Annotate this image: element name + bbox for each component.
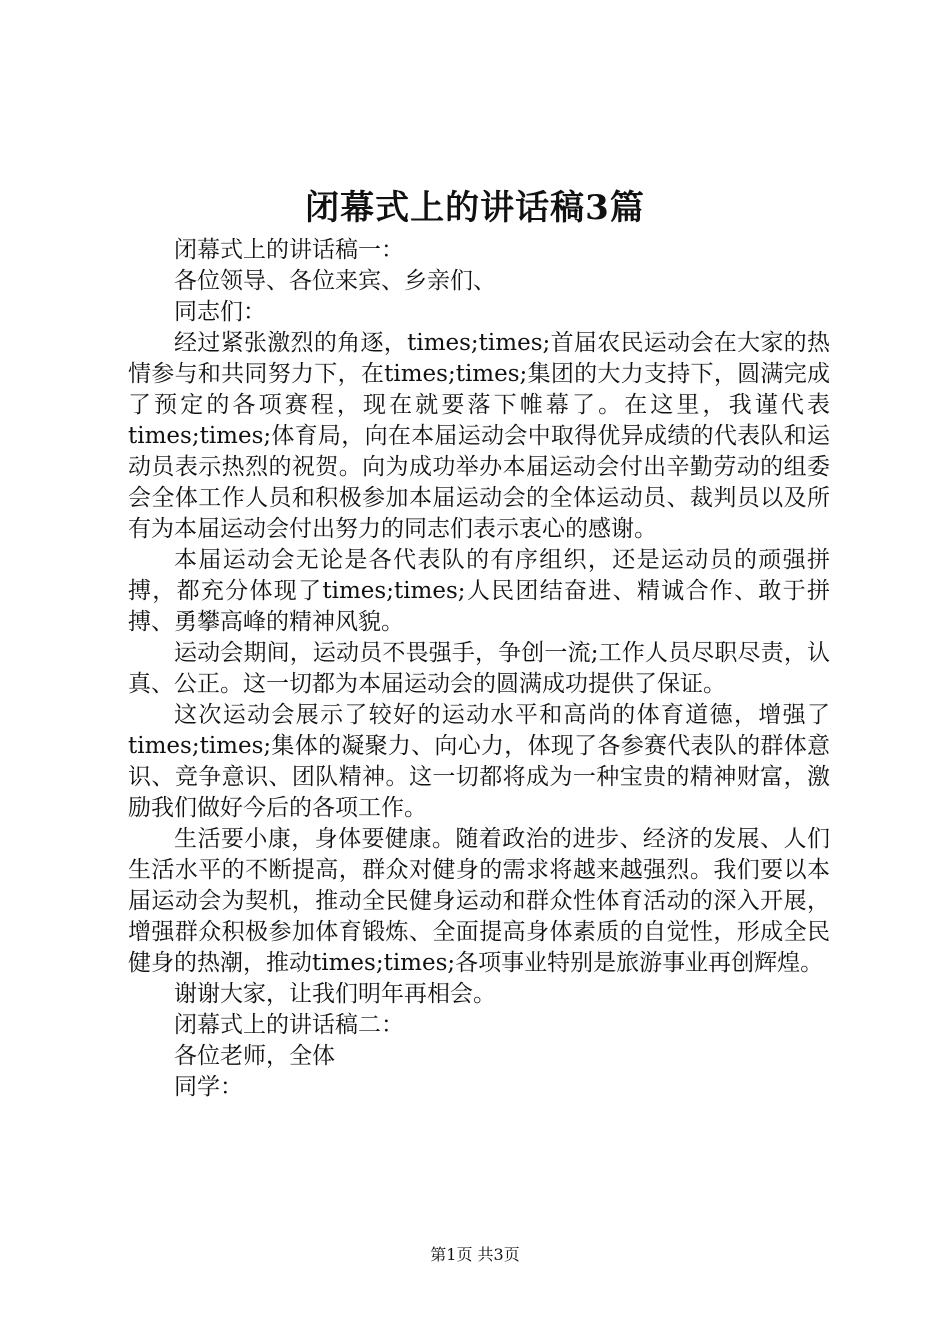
paragraph: 闭幕式上的讲话稿一： xyxy=(174,237,404,263)
page-footer: 第1页 共3页 xyxy=(430,1245,520,1264)
paragraph: 同学： xyxy=(174,1074,243,1100)
paragraph: 运动会期间，运动员不畏强手，争创一流;工作人员尽职尽责，认真、公正。这一切都为本届运动会的圆满成功提供了保证。 xyxy=(128,640,830,697)
paragraph: 同志们： xyxy=(174,299,266,325)
paragraph: 生活要小康，身体要健康。随着政治的进步、经济的发展、人们生活水平的不断提高，群众对健身的需求将越来越强烈。我们要以本届运动会为契机，推动全民健身运动和群众性体育活动的深入开展，增强群众积极参加体育锻炼、全面提高身体素质的自觉性，形成全民健身的热潮，推动times;times;各项事业特别是旅游事业再创辉煌。 xyxy=(128,826,830,976)
document-body xyxy=(128,235,830,1103)
paragraph: 这次运动会展示了较好的运动水平和高尚的体育道德，增强了times;times;集体的凝聚力、向心力，体现了各参赛代表队的群体意识、竞争意识、团队精神。这一切都将成为一种宝贵的精神财富，激励我们做好今后的各项工作。 xyxy=(128,702,830,821)
paragraph: 各位老师，全体 xyxy=(174,1043,335,1069)
paragraph: 各位领导、各位来宾、乡亲们、 xyxy=(174,268,496,294)
paragraph: 本届运动会无论是各代表队的有序组织，还是运动员的顽强拼搏，都充分体现了times;times;人民团结奋进、精诚合作、敢于拼搏、勇攀高峰的精神风貌。 xyxy=(128,547,830,635)
paragraph: 闭幕式上的讲话稿二： xyxy=(174,1012,404,1038)
document-title: 闭幕式上的讲话稿3篇 xyxy=(305,188,645,228)
paragraph: 经过紧张激烈的角逐，times;times;首届农民运动会在大家的热情参与和共同努力下，在times;times;集团的大力支持下，圆满完成了预定的各项赛程，现在就要落下帷幕了。在这里，我谨代表times;times;体育局，向在本届运动会中取得优异成绩的代表队和运动员表示热烈的祝贺。向为成功举办本届运动会付出辛勤劳动的组委会全体工作人员和积极参加本届运动会的全体运动员、裁判员以及所有为本届运动会付出努力的同志们表示衷心的感谢。 xyxy=(128,330,830,542)
paragraph: 谢谢大家，让我们明年再相会。 xyxy=(174,981,496,1007)
